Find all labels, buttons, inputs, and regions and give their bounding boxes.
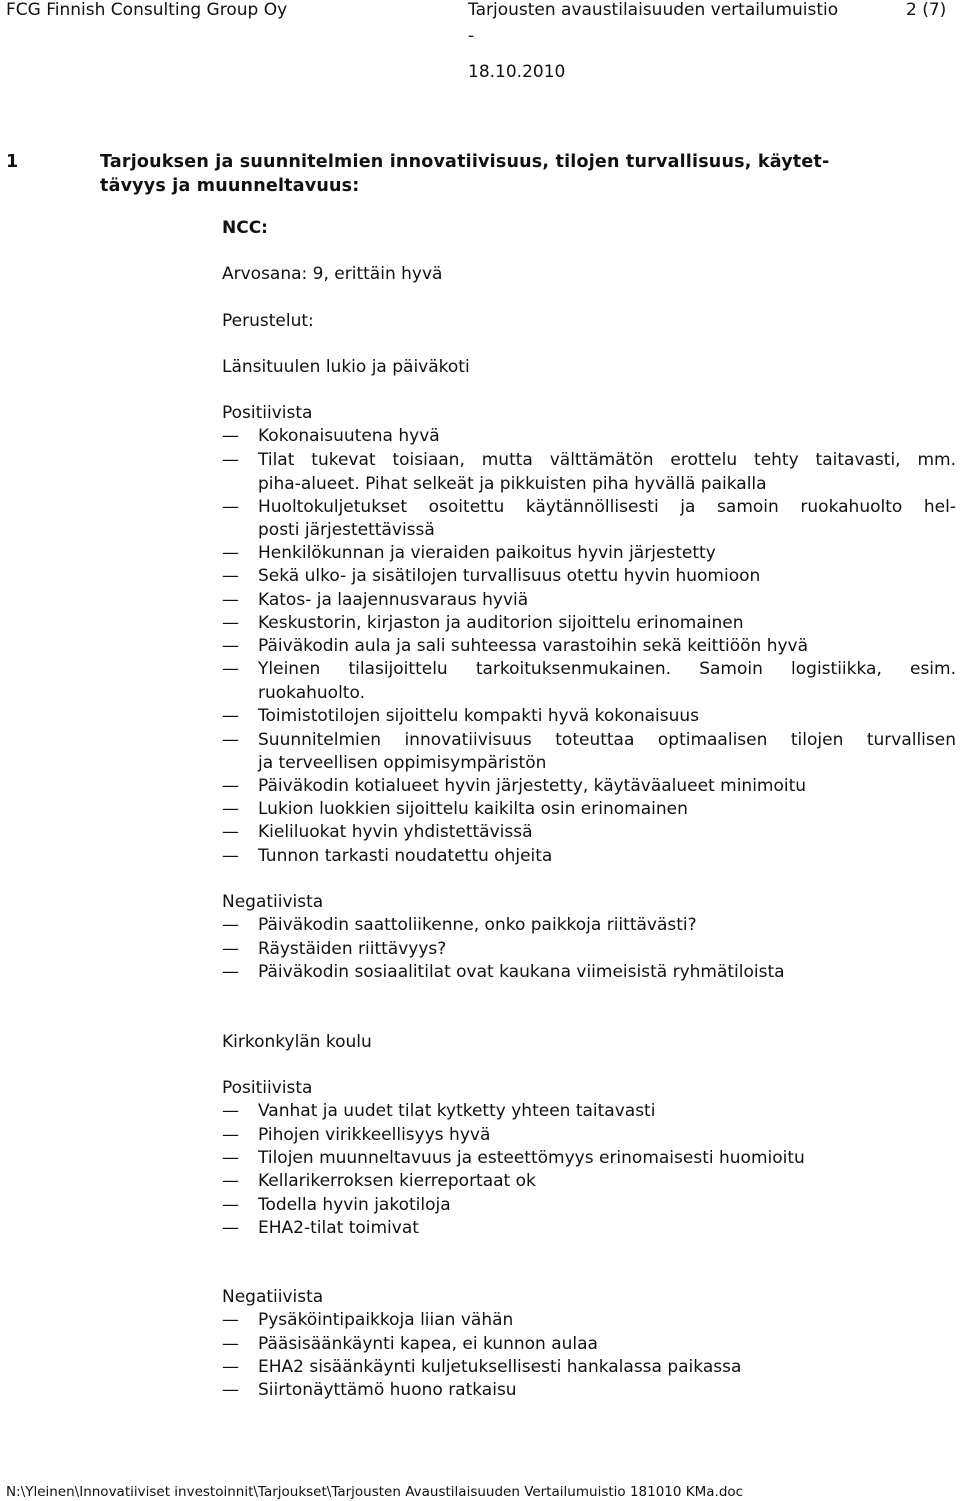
list-item-text: Päiväkodin aula ja sali suhteessa varastoihin sekä keittiöön hyvä	[258, 636, 809, 656]
list-item-text: EHA2 sisäänkäynti kuljetuksellisesti hankalassa paikassa	[258, 1357, 742, 1377]
list-item-text: Räystäiden riittävyys?	[258, 939, 447, 959]
bullet-dash: —	[222, 776, 239, 796]
bullet-dash: —	[222, 1310, 239, 1330]
list-item-text: EHA2-tilat toimivat	[258, 1218, 419, 1238]
list-item-text: Päiväkodin saattoliikenne, onko paikkoja riittävästi?	[258, 915, 697, 935]
bullet-dash: —	[222, 613, 239, 633]
footer-file-path: N:\Yleinen\Innovatiiviset investoinnit\Tarjoukset\Tarjousten Avaustilaisuuden Vertailumuistio 181010 KMa.doc	[6, 1484, 744, 1500]
section-number: 1	[6, 152, 19, 172]
bullet-dash: —	[222, 730, 239, 750]
list-item-text: Tilojen muunneltavuus ja esteettömyys erinomaisesti huomioitu	[258, 1148, 805, 1168]
bullet-dash: —	[222, 1357, 239, 1377]
list-item-text: Kieliluokat hyvin yhdistettävissä	[258, 822, 533, 842]
list-item-text: Siirtonäyttämö huono ratkaisu	[258, 1380, 517, 1400]
kirkonkyla-positives-label: Positiivista	[222, 1078, 313, 1098]
list-item-text: piha-alueet. Pihat selkeät ja pikkuisten piha hyvällä paikalla	[258, 474, 767, 494]
list-item-text: Henkilökunnan ja vieraiden paikoitus hyvin järjestetty	[258, 543, 716, 563]
ncc-label: NCC:	[222, 218, 268, 238]
bullet-dash: —	[222, 962, 239, 982]
section-title	[100, 150, 950, 198]
list-item-text: Vanhat ja uudet tilat kytketty yhteen taitavasti	[258, 1101, 656, 1121]
bullet-dash: —	[222, 1334, 239, 1354]
ncc-grade: Arvosana: 9, erittäin hyvä	[222, 264, 443, 284]
bullet-dash: —	[222, 846, 239, 866]
bullet-dash: —	[222, 1218, 239, 1238]
list-item-text: Katos- ja laajennusvaraus hyviä	[258, 590, 529, 610]
ncc-negatives-label: Negatiivista	[222, 892, 324, 912]
header-company: FCG Finnish Consulting Group Oy	[6, 0, 288, 20]
bullet-dash: —	[222, 1101, 239, 1121]
list-item-text: Tunnon tarkasti noudatettu ohjeita	[258, 846, 553, 866]
bullet-dash: —	[222, 822, 239, 842]
ncc-reasons-label: Perustelut:	[222, 311, 314, 331]
bullet-dash: —	[222, 566, 239, 586]
bullet-dash: —	[222, 1148, 239, 1168]
list-item-text: Toimistotilojen sijoittelu kompakti hyvä kokonaisuus	[258, 706, 700, 726]
ncc-building: Länsituulen lukio ja päiväkoti	[222, 357, 470, 377]
bullet-dash: —	[222, 1195, 239, 1215]
list-item-text: ja terveellisen oppimisympäristön	[258, 753, 547, 773]
section-title-line-2: tävyys ja muunneltavuus:	[100, 176, 360, 196]
list-item-text: Lukion luokkien sijoittelu kaikilta osin erinomainen	[258, 799, 688, 819]
list-item-text: Keskustorin, kirjaston ja auditorion sijoittelu erinomainen	[258, 613, 744, 633]
bullet-dash: —	[222, 590, 239, 610]
kirkonkyla-building: Kirkonkylän koulu	[222, 1032, 372, 1052]
bullet-dash: —	[222, 497, 239, 517]
bullet-dash: —	[222, 706, 239, 726]
bullet-dash: —	[222, 450, 239, 470]
kirkonkyla-negatives-label: Negatiivista	[222, 1287, 324, 1307]
list-item-text: Pihojen virikkeellisyys hyvä	[258, 1125, 491, 1145]
list-item-text: Sekä ulko- ja sisätilojen turvallisuus otettu hyvin huomioon	[258, 566, 761, 586]
bullet-dash: —	[222, 426, 239, 446]
list-item-text: Pääsisäänkäynti kapea, ei kunnon aulaa	[258, 1334, 598, 1354]
header-dash: -	[468, 26, 475, 46]
bullet-dash: —	[222, 1125, 239, 1145]
list-item-text: Tilat tukevat toisiaan, mutta välttämätön erottelu tehty taitavasti, mm.	[258, 450, 956, 470]
header-date: 18.10.2010	[468, 62, 566, 82]
list-item-text: Yleinen tilasijoittelu tarkoituksenmukainen. Samoin logistiikka, esim.	[258, 659, 956, 679]
list-item-text: Päiväkodin kotialueet hyvin järjestetty, käytäväalueet minimoitu	[258, 776, 807, 796]
header-doc-title: Tarjousten avaustilaisuuden vertailumuistio	[468, 0, 839, 20]
bullet-dash: —	[222, 636, 239, 656]
header-page-number: 2 (7)	[906, 0, 947, 20]
bullet-dash: —	[222, 939, 239, 959]
list-item-text: posti järjestettävissä	[258, 520, 435, 540]
list-item-text: Huoltokuljetukset osoitettu käytännöllisesti ja samoin ruokahuolto hel-	[258, 497, 956, 517]
list-item-text: Kokonaisuutena hyvä	[258, 426, 440, 446]
bullet-dash: —	[222, 915, 239, 935]
bullet-dash: —	[222, 659, 239, 679]
section-title-line-1: Tarjouksen ja suunnitelmien innovatiivisuus, tilojen turvallisuus, käytet-	[100, 152, 830, 172]
bullet-dash: —	[222, 1171, 239, 1191]
list-item-text: Kellarikerroksen kierreportaat ok	[258, 1171, 536, 1191]
list-item-text: Todella hyvin jakotiloja	[258, 1195, 451, 1215]
list-item-text: ruokahuolto.	[258, 683, 365, 703]
ncc-positives-label: Positiivista	[222, 403, 313, 423]
bullet-dash: —	[222, 1380, 239, 1400]
list-item-text: Pysäköintipaikkoja liian vähän	[258, 1310, 514, 1330]
list-item-text: Suunnitelmien innovatiivisuus toteuttaa optimaalisen tilojen turvallisen	[258, 730, 956, 750]
bullet-dash: —	[222, 799, 239, 819]
bullet-dash: —	[222, 543, 239, 563]
list-item-text: Päiväkodin sosiaalitilat ovat kaukana viimeisistä ryhmätiloista	[258, 962, 785, 982]
